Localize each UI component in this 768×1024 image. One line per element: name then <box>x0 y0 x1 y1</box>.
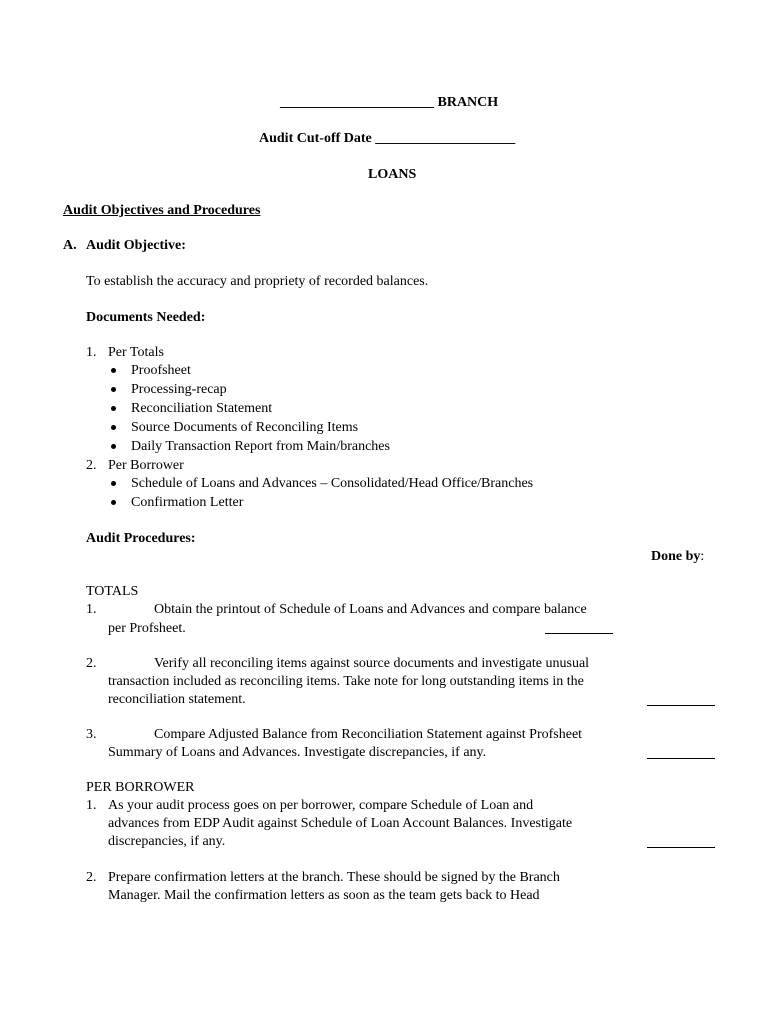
list-item: Daily Transaction Report from Main/branches <box>131 439 390 454</box>
objective-number: A. <box>63 238 77 253</box>
list-item: Processing-recap <box>131 382 227 397</box>
bullet-icon <box>111 387 116 392</box>
signature-blank <box>647 834 715 848</box>
page-title: LOANS <box>368 167 417 182</box>
signature-blank <box>647 692 715 706</box>
procedure-text: Summary of Loans and Advances. Investigate discrepancies, if any. <box>108 745 487 760</box>
procedure-number: 1. <box>86 602 97 617</box>
objective-text: To establish the accuracy and propriety of recorded balances. <box>86 274 429 289</box>
procedure-number: 2. <box>86 870 97 885</box>
group-number: 1. <box>86 345 97 360</box>
bullet-icon <box>111 481 116 486</box>
bullet-icon <box>111 444 116 449</box>
bullet-icon <box>111 500 116 505</box>
bullet-icon <box>111 368 116 373</box>
list-item: Schedule of Loans and Advances – Consolidated/Head Office/Branches <box>131 476 534 491</box>
procedure-text: Manager. Mail the confirmation letters as soon as the team gets back to Head <box>108 888 540 903</box>
documents-heading: Documents Needed: <box>86 310 206 325</box>
list-item: Reconciliation Statement <box>131 401 273 416</box>
done-by-label: Done by: <box>651 549 705 564</box>
section-heading: Audit Objectives and Procedures <box>63 203 261 218</box>
procedure-text: transaction included as reconciling items. Take note for long outstanding items in the <box>108 674 584 689</box>
procedure-text: Verify all reconciling items against source documents and investigate unusual <box>154 656 590 671</box>
group-label-per-totals: Per Totals <box>108 345 164 360</box>
list-item: Source Documents of Reconciling Items <box>131 420 359 435</box>
group-number: 2. <box>86 458 97 473</box>
borrower-heading: PER BORROWER <box>86 780 195 795</box>
procedure-text: Obtain the printout of Schedule of Loans and Advances and compare balance <box>154 602 587 617</box>
bullet-icon <box>111 425 116 430</box>
audit-cutoff-line: Audit Cut-off Date ____________________ <box>259 131 516 146</box>
procedure-text: per Profsheet. <box>108 621 186 636</box>
group-label-per-borrower: Per Borrower <box>108 458 184 473</box>
procedure-text: reconciliation statement. <box>108 692 246 707</box>
procedure-text: As your audit process goes on per borrower, compare Schedule of Loan and <box>108 798 534 813</box>
list-item: Confirmation Letter <box>131 495 244 510</box>
procedure-number: 2. <box>86 656 97 671</box>
procedure-text: Prepare confirmation letters at the branch. These should be signed by the Branch <box>108 870 560 885</box>
objective-heading: Audit Objective: <box>86 238 186 253</box>
totals-heading: TOTALS <box>86 584 139 599</box>
procedure-text: discrepancies, if any. <box>108 834 226 849</box>
procedure-text: Compare Adjusted Balance from Reconciliation Statement against Profsheet <box>154 727 583 742</box>
list-item: Proofsheet <box>131 363 191 378</box>
signature-blank <box>647 745 715 759</box>
procedure-number: 3. <box>86 727 97 742</box>
procedure-text: advances from EDP Audit against Schedule of Loan Account Balances. Investigate <box>108 816 573 831</box>
signature-blank <box>545 620 613 634</box>
branch-line: ______________________ BRANCH <box>280 95 499 110</box>
bullet-icon <box>111 406 116 411</box>
procedures-heading: Audit Procedures: <box>86 531 196 546</box>
procedure-number: 1. <box>86 798 97 813</box>
